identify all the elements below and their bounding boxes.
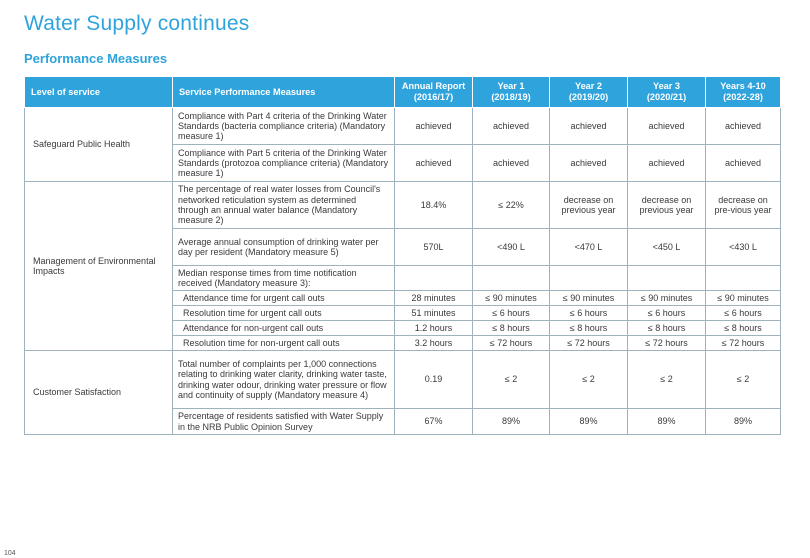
annual-report-cell: 67% (395, 409, 473, 435)
header-years-4-10-period: (2022-28) (723, 92, 763, 102)
year-1-cell: ≤ 90 minutes (473, 291, 550, 306)
year-3-cell: 89% (628, 409, 706, 435)
years-4-10-cell (706, 266, 781, 291)
year-2-cell: ≤ 6 hours (550, 306, 628, 321)
header-year-3 (628, 77, 706, 108)
years-4-10-cell: ≤ 90 minutes (706, 291, 781, 306)
year-3-cell: ≤ 8 hours (628, 321, 706, 336)
measure-cell: Compliance with Part 5 criteria of the Drinking Water Standards (protozoa compliance criteria) (Mandatory measure 1) (173, 145, 395, 182)
year-1-cell: ≤ 8 hours (473, 321, 550, 336)
level-of-service-cell: Management of Environmental Impacts (25, 182, 173, 351)
year-2-cell: 89% (550, 409, 628, 435)
year-3-cell (628, 266, 706, 291)
annual-report-cell: achieved (395, 108, 473, 145)
years-4-10-cell: ≤ 2 (706, 351, 781, 409)
year-1-cell (473, 266, 550, 291)
year-3-cell: ≤ 72 hours (628, 336, 706, 351)
year-1-cell: ≤ 6 hours (473, 306, 550, 321)
header-year-3-label: Year 3 (652, 81, 681, 91)
annual-report-cell (395, 266, 473, 291)
years-4-10-cell: ≤ 72 hours (706, 336, 781, 351)
year-3-cell: ≤ 90 minutes (628, 291, 706, 306)
years-4-10-cell: achieved (706, 145, 781, 182)
year-2-cell: ≤ 72 hours (550, 336, 628, 351)
year-1-cell: achieved (473, 108, 550, 145)
performance-measures-table (24, 76, 781, 435)
years-4-10-cell: decrease on pre-vious year (706, 182, 781, 229)
year-1-cell: achieved (473, 145, 550, 182)
measure-cell: Median response times from time notification received (Mandatory measure 3): (173, 266, 395, 291)
measure-cell: Total number of complaints per 1,000 connections relating to drinking water clarity, drinking water taste, drinking water odour, drinking water pressure or flow and continuity of supply (Mandatory measure 4) (173, 351, 395, 409)
table-row (25, 182, 781, 229)
year-2-cell: ≤ 8 hours (550, 321, 628, 336)
header-service-performance-measures: Service Performance Measures (173, 77, 395, 108)
annual-report-cell: 51 minutes (395, 306, 473, 321)
annual-report-cell: 3.2 hours (395, 336, 473, 351)
table-row (25, 108, 781, 145)
year-2-cell: decrease on previous year (550, 182, 628, 229)
year-1-cell: ≤ 22% (473, 182, 550, 229)
annual-report-cell: 18.4% (395, 182, 473, 229)
annual-report-cell: 28 minutes (395, 291, 473, 306)
level-of-service-cell: Safeguard Public Health (25, 108, 173, 182)
header-years-4-10-label: Years 4-10 (720, 81, 766, 91)
year-2-cell: achieved (550, 145, 628, 182)
page-title: Water Supply continues (24, 12, 250, 35)
table-header-row (25, 77, 781, 108)
measure-cell: Average annual consumption of drinking water per day per resident (Mandatory measure 5) (173, 229, 395, 266)
measure-cell: Percentage of residents satisfied with Water Supply in the NRB Public Opinion Survey (173, 409, 395, 435)
header-year-2 (550, 77, 628, 108)
year-2-cell: achieved (550, 108, 628, 145)
header-annual-report (395, 77, 473, 108)
years-4-10-cell: ≤ 6 hours (706, 306, 781, 321)
years-4-10-cell: 89% (706, 409, 781, 435)
year-3-cell: achieved (628, 108, 706, 145)
annual-report-cell: 570L (395, 229, 473, 266)
header-year-2-label: Year 2 (574, 81, 603, 91)
header-year-1-label: Year 1 (497, 81, 525, 91)
header-year-2-period: (2019/20) (568, 92, 609, 102)
measure-cell: Compliance with Part 4 criteria of the Drinking Water Standards (bacteria compliance criteria) (Mandatory measure 1) (173, 108, 395, 145)
year-3-cell: <450 L (628, 229, 706, 266)
years-4-10-cell: achieved (706, 108, 781, 145)
year-1-cell: 89% (473, 409, 550, 435)
header-years-4-10 (706, 77, 781, 108)
table-row (25, 351, 781, 409)
annual-report-cell: achieved (395, 145, 473, 182)
measure-cell: Resolution time for non-urgent call outs (173, 336, 395, 351)
year-1-cell: <490 L (473, 229, 550, 266)
year-1-cell: ≤ 2 (473, 351, 550, 409)
year-2-cell: <470 L (550, 229, 628, 266)
year-2-cell: ≤ 90 minutes (550, 291, 628, 306)
annual-report-cell: 1.2 hours (395, 321, 473, 336)
measure-cell: Resolution time for urgent call outs (173, 306, 395, 321)
measure-cell: The percentage of real water losses from Council's networked reticulation system as determined through an annual water balance (Mandatory measure 2) (173, 182, 395, 229)
level-of-service-cell: Customer Satisfaction (25, 351, 173, 435)
header-annual-report-period: (2016/17) (413, 92, 454, 102)
page-number: 104 (4, 550, 16, 557)
header-year-1 (473, 77, 550, 108)
measure-cell: Attendance for non-urgent call outs (173, 321, 395, 336)
annual-report-cell: 0.19 (395, 351, 473, 409)
year-3-cell: ≤ 6 hours (628, 306, 706, 321)
year-2-cell: ≤ 2 (550, 351, 628, 409)
section-title: Performance Measures (24, 51, 168, 66)
header-year-1-period: (2018/19) (491, 92, 531, 102)
years-4-10-cell: <430 L (706, 229, 781, 266)
header-level-of-service: Level of service (25, 77, 173, 108)
year-3-cell: ≤ 2 (628, 351, 706, 409)
header-annual-report-label: Annual Report (401, 81, 466, 91)
header-year-3-period: (2020/21) (646, 92, 687, 102)
year-3-cell: decrease on previous year (628, 182, 706, 229)
measure-cell: Attendance time for urgent call outs (173, 291, 395, 306)
year-3-cell: achieved (628, 145, 706, 182)
year-2-cell (550, 266, 628, 291)
year-1-cell: ≤ 72 hours (473, 336, 550, 351)
years-4-10-cell: ≤ 8 hours (706, 321, 781, 336)
